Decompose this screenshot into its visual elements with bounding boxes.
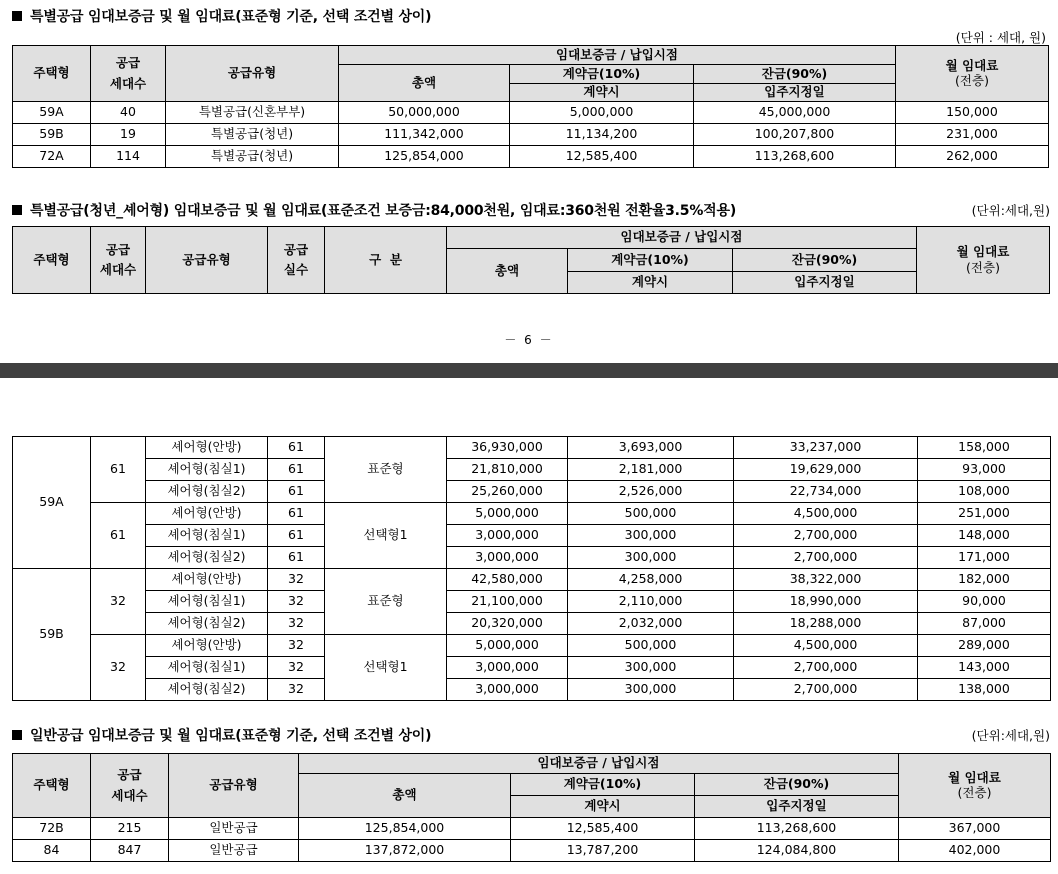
contract-cell: 300,000 <box>568 547 734 569</box>
supply-cell: 셰어형(침실1) <box>146 459 268 481</box>
real-units-cell: 61 <box>268 481 325 503</box>
col-balance-when: 입주지정일 <box>733 272 917 294</box>
table-row: 59A 40 특별공급(신혼부부) 50,000,000 5,000,000 45,000,000 150,000 <box>13 102 1049 124</box>
col-type: 주택형 <box>13 754 91 818</box>
col-category: 구 분 <box>325 227 447 294</box>
real-units-cell: 32 <box>268 679 325 701</box>
section1-title: 특별공급 임대보증금 및 월 임대료(표준형 기준, 선택 조건별 상이) <box>12 6 431 26</box>
real-units-cell: 32 <box>268 657 325 679</box>
total-cell: 5,000,000 <box>447 635 568 657</box>
col-supply-type: 공급유형 <box>166 46 339 102</box>
col-total: 총액 <box>299 774 511 818</box>
balance-cell: 38,322,000 <box>734 569 918 591</box>
col-real-units: 공급 실수 <box>268 227 325 294</box>
supply-cell: 셰어형(안방) <box>146 569 268 591</box>
contract-cell: 500,000 <box>568 503 734 525</box>
rent-cell: 148,000 <box>918 525 1051 547</box>
share-data-table <box>12 436 1051 701</box>
category-cell: 표준형 <box>325 569 447 635</box>
balance-cell: 22,734,000 <box>734 481 918 503</box>
col-deposit-group: 임대보증금 / 납입시점 <box>339 46 896 65</box>
general-supply-table <box>12 753 1051 862</box>
table-row <box>13 657 1051 679</box>
contract-cell: 300,000 <box>568 657 734 679</box>
real-units-cell: 32 <box>268 591 325 613</box>
housing-type-cell: 59A <box>13 437 91 569</box>
real-units-cell: 32 <box>268 569 325 591</box>
balance-cell: 2,700,000 <box>734 657 918 679</box>
col-balance: 잔금(90%) <box>733 249 917 272</box>
contract-cell: 2,032,000 <box>568 613 734 635</box>
category-cell: 표준형 <box>325 437 447 503</box>
total-cell: 3,000,000 <box>447 657 568 679</box>
square-bullet-icon <box>12 730 22 740</box>
table-row <box>13 437 1051 459</box>
table-row <box>13 635 1051 657</box>
rent-cell: 90,000 <box>918 591 1051 613</box>
balance-cell: 18,990,000 <box>734 591 918 613</box>
table-row <box>13 503 1051 525</box>
units-cell: 32 <box>91 635 146 701</box>
supply-cell: 셰어형(침실1) <box>146 657 268 679</box>
supply-cell: 셰어형(안방) <box>146 437 268 459</box>
rent-cell: 171,000 <box>918 547 1051 569</box>
table-row <box>13 613 1051 635</box>
contract-cell: 500,000 <box>568 635 734 657</box>
contract-cell: 300,000 <box>568 679 734 701</box>
rent-cell: 143,000 <box>918 657 1051 679</box>
contract-cell: 2,110,000 <box>568 591 734 613</box>
total-cell: 3,000,000 <box>447 525 568 547</box>
rent-cell: 251,000 <box>918 503 1051 525</box>
table-row <box>13 459 1051 481</box>
rent-cell: 182,000 <box>918 569 1051 591</box>
share-header-table <box>12 226 1050 294</box>
square-bullet-icon <box>12 205 22 215</box>
col-contract-when: 계약시 <box>568 272 733 294</box>
supply-cell: 셰어형(침실2) <box>146 481 268 503</box>
total-cell: 21,810,000 <box>447 459 568 481</box>
units-cell: 61 <box>91 503 146 569</box>
section3-unit: (단위:세대,원) <box>971 728 1050 743</box>
col-type: 주택형 <box>13 227 91 294</box>
balance-cell: 2,700,000 <box>734 679 918 701</box>
balance-cell: 19,629,000 <box>734 459 918 481</box>
rent-cell: 289,000 <box>918 635 1051 657</box>
col-units: 공급 세대수 <box>91 754 169 818</box>
total-cell: 20,320,000 <box>447 613 568 635</box>
contract-cell: 2,181,000 <box>568 459 734 481</box>
table-row: 72B 215 일반공급 125,854,000 12,585,400 113,268,600 367,000 <box>13 818 1051 840</box>
col-units: 공급 세대수 <box>91 227 146 294</box>
total-cell: 42,580,000 <box>447 569 568 591</box>
total-cell: 21,100,000 <box>447 591 568 613</box>
col-balance: 잔금(90%) <box>694 65 896 84</box>
supply-cell: 셰어형(침실2) <box>146 679 268 701</box>
real-units-cell: 61 <box>268 525 325 547</box>
category-cell: 선택형1 <box>325 503 447 569</box>
table-row <box>13 569 1051 591</box>
table-row <box>13 525 1051 547</box>
supply-cell: 셰어형(침실1) <box>146 525 268 547</box>
table-row <box>13 547 1051 569</box>
rent-cell: 138,000 <box>918 679 1051 701</box>
balance-cell: 4,500,000 <box>734 503 918 525</box>
rent-cell: 93,000 <box>918 459 1051 481</box>
col-contract: 계약금(10%) <box>510 65 694 84</box>
balance-cell: 4,500,000 <box>734 635 918 657</box>
col-deposit-group: 임대보증금 / 납입시점 <box>447 227 917 249</box>
col-contract: 계약금(10%) <box>511 774 695 796</box>
col-supply-type: 공급유형 <box>146 227 268 294</box>
total-cell: 36,930,000 <box>447 437 568 459</box>
special-supply-table <box>12 45 1049 168</box>
col-balance-when: 입주지정일 <box>695 796 899 818</box>
supply-cell: 셰어형(안방) <box>146 635 268 657</box>
col-supply-type: 공급유형 <box>169 754 299 818</box>
section2-title: 특별공급(청년_셰어형) 임대보증금 및 월 임대료(표준조건 보증금:84,000천원, 임대료:360천원 전환율3.5%적용) <box>12 200 736 220</box>
rent-cell: 87,000 <box>918 613 1051 635</box>
section1-unit: (단위 : 세대, 원) <box>955 30 1046 45</box>
col-contract-when: 계약시 <box>510 84 694 102</box>
col-type: 주택형 <box>13 46 91 102</box>
page-break-divider <box>0 363 1058 378</box>
table-row <box>13 481 1051 503</box>
total-cell: 5,000,000 <box>447 503 568 525</box>
table-row: 84 847 일반공급 137,872,000 13,787,200 124,084,800 402,000 <box>13 840 1051 862</box>
contract-cell: 4,258,000 <box>568 569 734 591</box>
col-rent: 월 임대료 (전층) <box>899 754 1051 818</box>
total-cell: 25,260,000 <box>447 481 568 503</box>
col-deposit-group: 임대보증금 / 납입시점 <box>299 754 899 774</box>
rent-cell: 158,000 <box>918 437 1051 459</box>
real-units-cell: 32 <box>268 613 325 635</box>
table-row: 72A 114 특별공급(청년) 125,854,000 12,585,400 113,268,600 262,000 <box>13 146 1049 168</box>
real-units-cell: 61 <box>268 437 325 459</box>
col-rent: 월 임대료 (전층) <box>917 227 1050 294</box>
square-bullet-icon <box>12 11 22 21</box>
table-row <box>13 679 1051 701</box>
table-row <box>13 591 1051 613</box>
col-balance: 잔금(90%) <box>695 774 899 796</box>
page-number: － 6 － <box>504 333 554 347</box>
table-row: 59B 19 특별공급(청년) 111,342,000 11,134,200 100,207,800 231,000 <box>13 124 1049 146</box>
col-total: 총액 <box>339 65 510 102</box>
col-rent: 월 임대료 (전층) <box>896 46 1049 102</box>
col-units: 공급 세대수 <box>91 46 166 102</box>
contract-cell: 3,693,000 <box>568 437 734 459</box>
supply-cell: 셰어형(침실1) <box>146 591 268 613</box>
col-contract: 계약금(10%) <box>568 249 733 272</box>
units-cell: 32 <box>91 569 146 635</box>
real-units-cell: 32 <box>268 635 325 657</box>
balance-cell: 33,237,000 <box>734 437 918 459</box>
contract-cell: 300,000 <box>568 525 734 547</box>
category-cell: 선택형1 <box>325 635 447 701</box>
real-units-cell: 61 <box>268 547 325 569</box>
supply-cell: 셰어형(안방) <box>146 503 268 525</box>
col-contract-when: 계약시 <box>511 796 695 818</box>
housing-type-cell: 59B <box>13 569 91 701</box>
balance-cell: 2,700,000 <box>734 525 918 547</box>
balance-cell: 2,700,000 <box>734 547 918 569</box>
col-balance-when: 입주지정일 <box>694 84 896 102</box>
contract-cell: 2,526,000 <box>568 481 734 503</box>
real-units-cell: 61 <box>268 503 325 525</box>
col-total: 총액 <box>447 249 568 294</box>
section3-title: 일반공급 임대보증금 및 월 임대료(표준형 기준, 선택 조건별 상이) <box>12 725 431 745</box>
units-cell: 61 <box>91 437 146 503</box>
balance-cell: 18,288,000 <box>734 613 918 635</box>
supply-cell: 셰어형(침실2) <box>146 547 268 569</box>
section2-unit: (단위:세대,원) <box>971 203 1050 218</box>
rent-cell: 108,000 <box>918 481 1051 503</box>
total-cell: 3,000,000 <box>447 547 568 569</box>
real-units-cell: 61 <box>268 459 325 481</box>
total-cell: 3,000,000 <box>447 679 568 701</box>
supply-cell: 셰어형(침실2) <box>146 613 268 635</box>
